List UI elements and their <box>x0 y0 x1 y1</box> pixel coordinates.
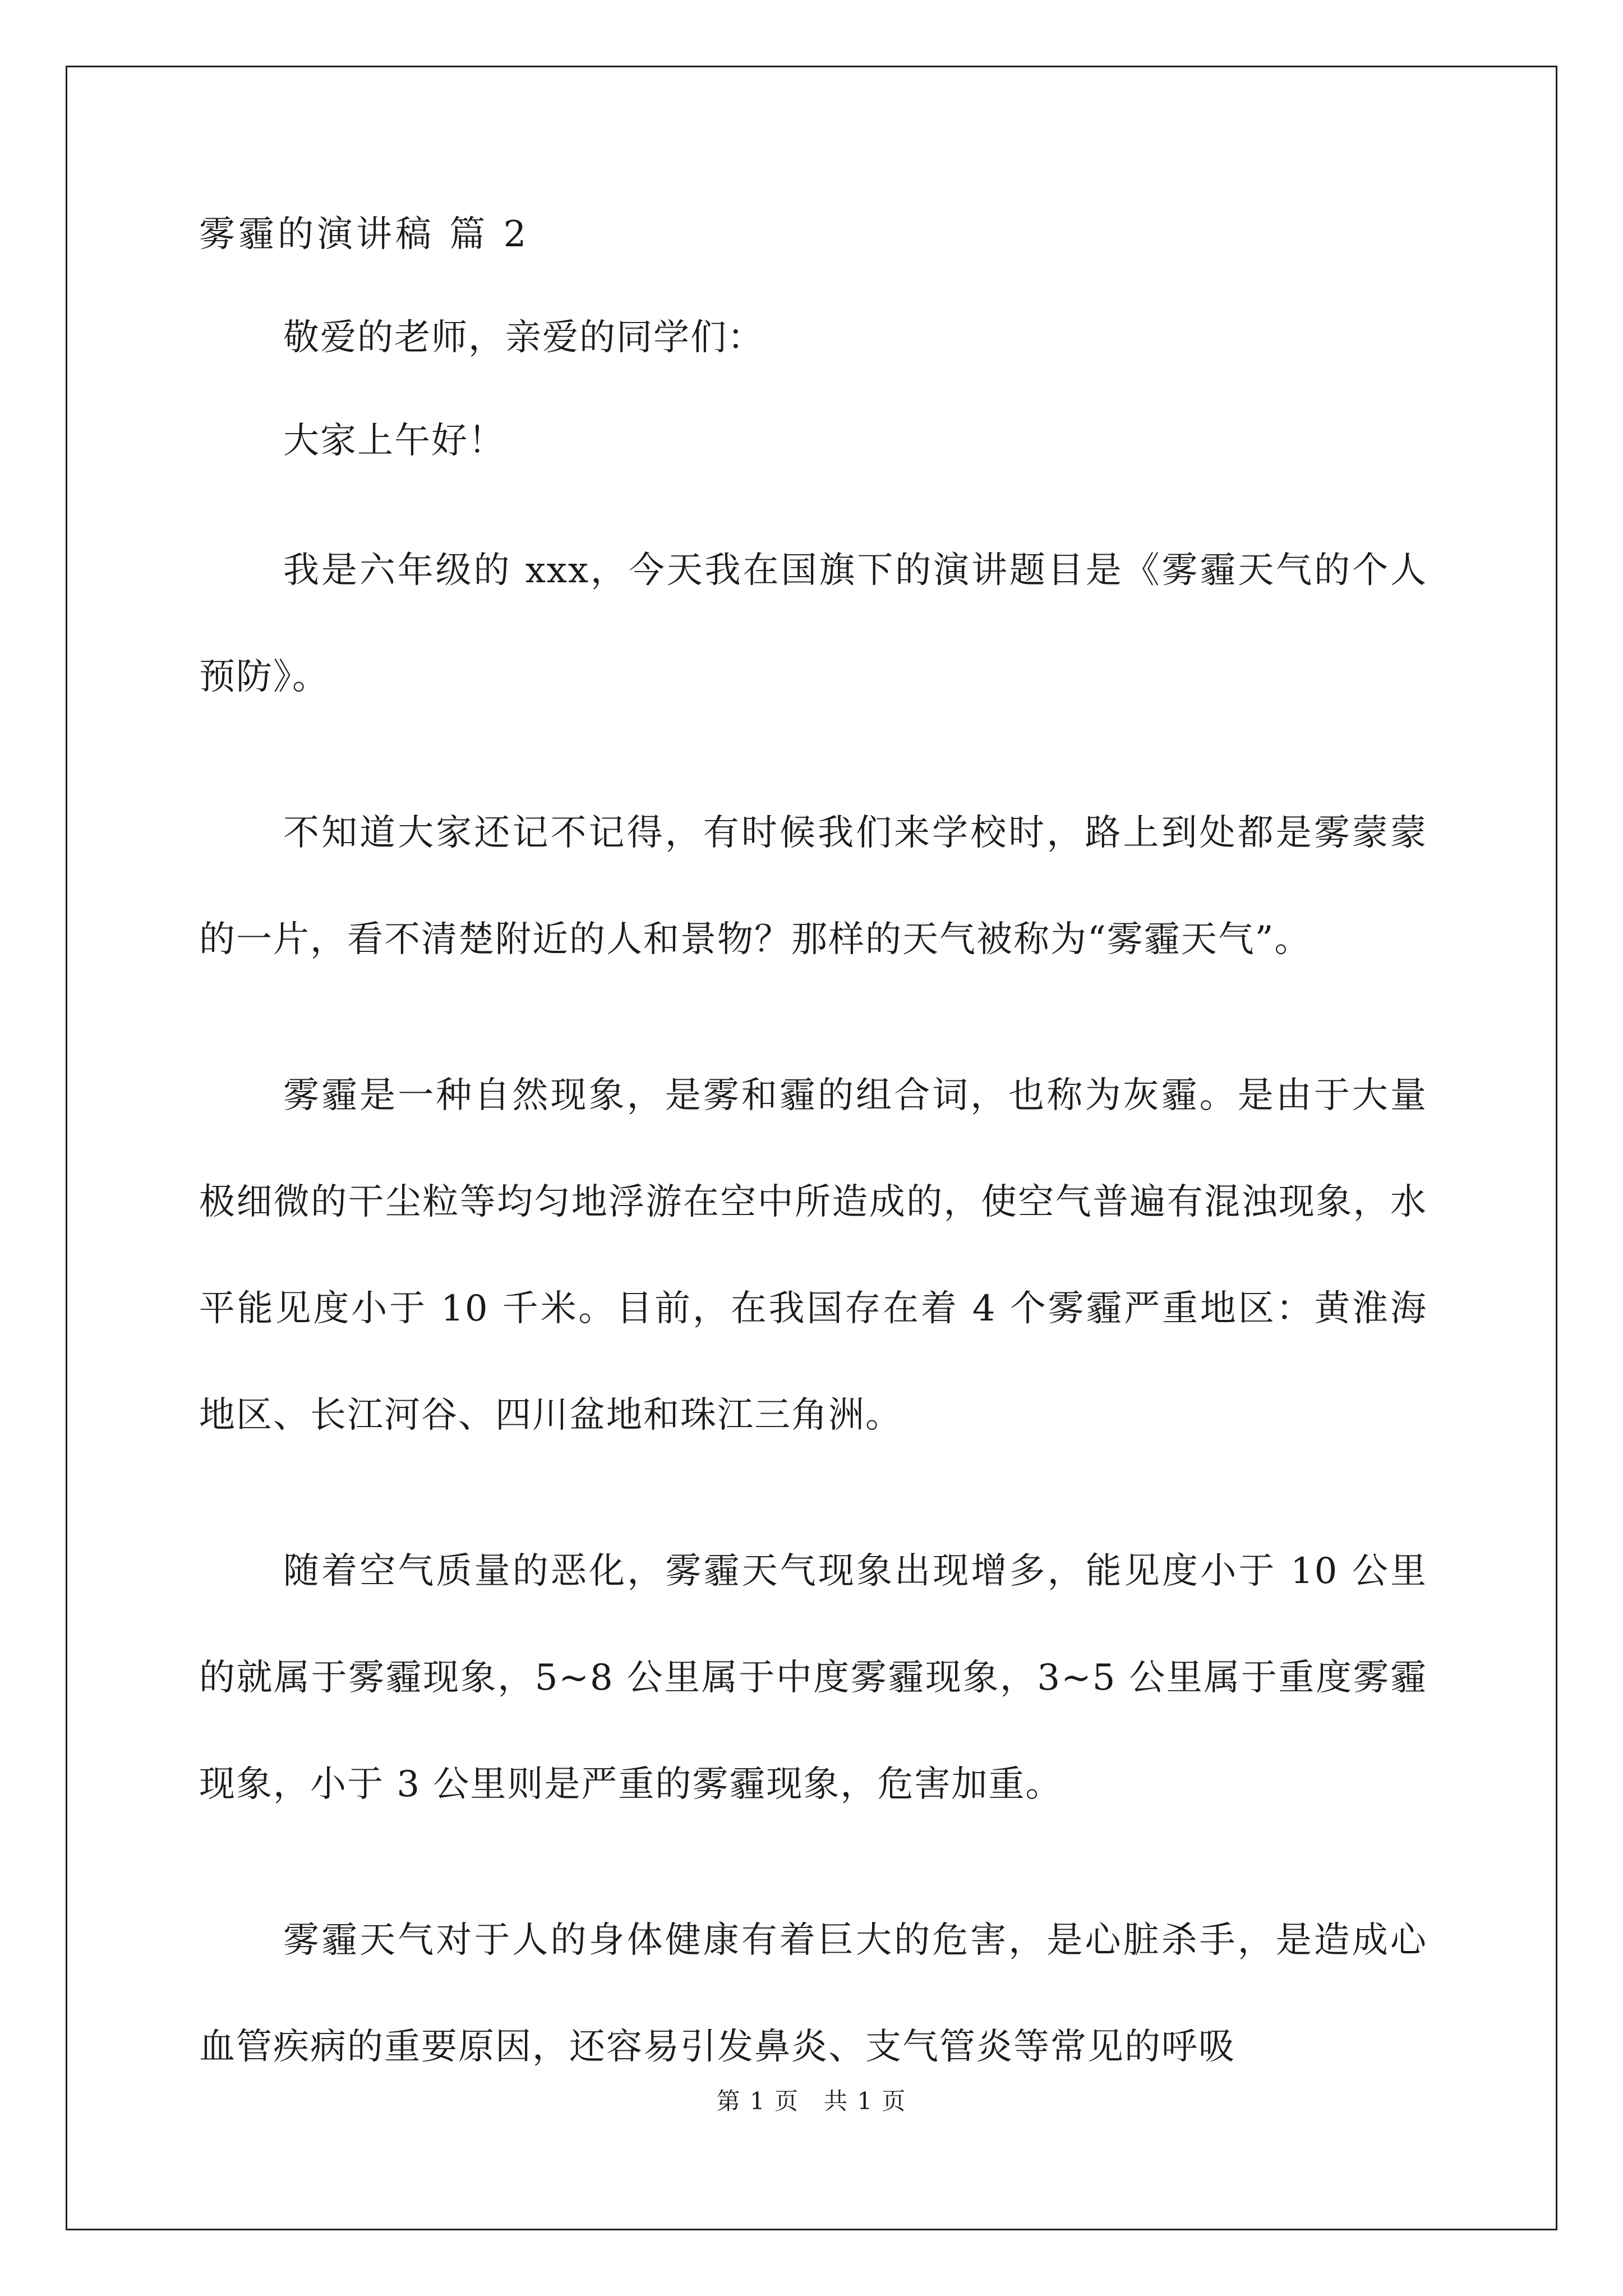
page-number-footer: 第 1 页 共 1 页 <box>716 2087 907 2115</box>
paragraph-definition: 雾霾是一种自然现象，是雾和霾的组合词，也称为灰霾。是由于大量极细微的干尘粒等均匀地浮游在空中所造成的，使空气普遍有混浊现象，水平能见度小于 10 千米。目前，在我国存在着 4 个雾霾严重地区：黄淮海地区、长江河谷、四川盆地和珠江三角洲。 <box>199 1075 1427 1436</box>
paragraph-greeting: 大家上午好！ <box>283 420 505 462</box>
paragraph-salutation: 敬爱的老师，亲爱的同学们： <box>283 317 764 358</box>
document-body <box>199 208 1427 2150</box>
paragraph-visibility-levels: 随着空气质量的恶化，雾霾天气现象出现增多，能见度小于 10 公里的就属于雾霾现象，5~8 公里属于中度雾霾现象，3~5 公里属于重度雾霾现象，小于 3 公里则是严重的雾霾现象，危害加重。 <box>199 1550 1427 1805</box>
paragraph-question: 不知道大家还记不记得，有时候我们来学校时，路上到处都是雾蒙蒙的一片，看不清楚附近的人和景物？那样的天气被称为“雾霾天气”。 <box>199 812 1427 960</box>
paragraph-introduction: 我是六年级的 xxx，今天我在国旗下的演讲题目是《雾霾天气的个人预防》。 <box>199 550 1427 698</box>
paragraph-health-harm: 雾霾天气对于人的身体健康有着巨大的危害，是心脏杀手，是造成心血管疾病的重要原因，还容易引发鼻炎、支气管炎等常见的呼吸 <box>199 1920 1427 2068</box>
document-title: 雾霾的演讲稿 篇 2 <box>199 214 530 255</box>
